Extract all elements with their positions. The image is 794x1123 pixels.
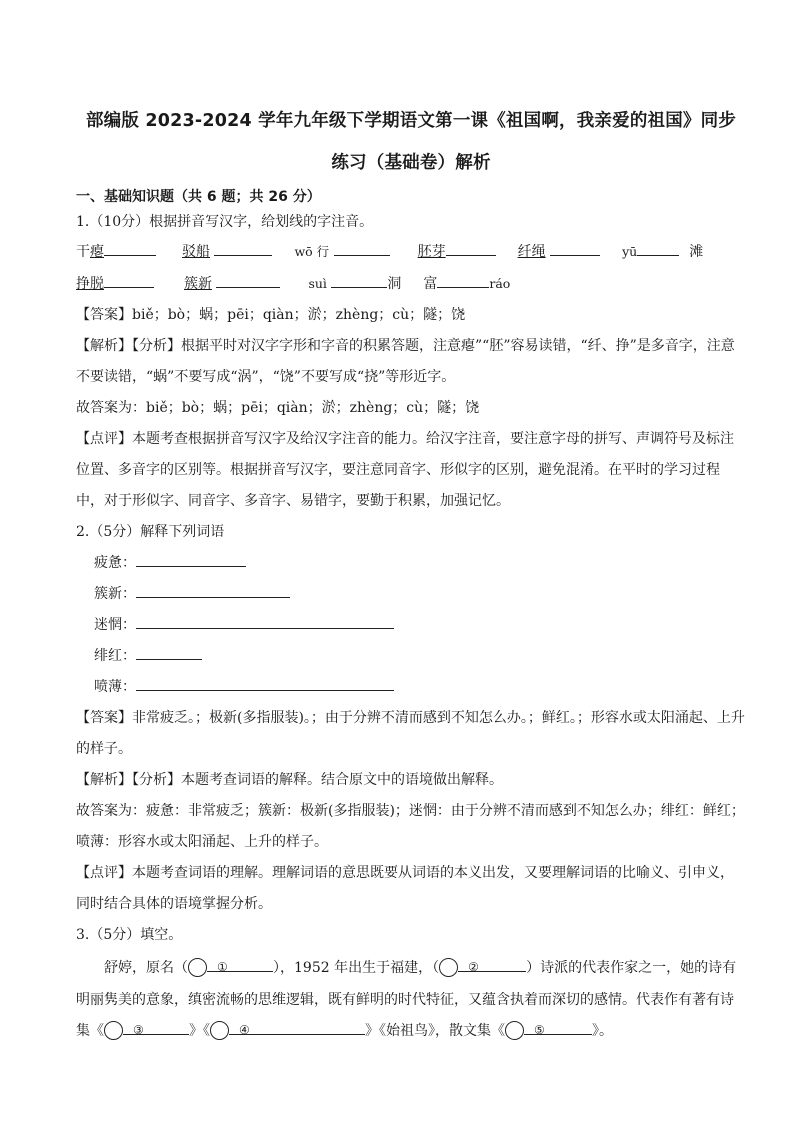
document-title [76, 100, 746, 184]
blank-4-marker: ④ [210, 1021, 229, 1040]
q2-term-list [76, 548, 746, 703]
q2-answer: 【答案】非常疲乏。；极新(多指服装)。；由于分辨不清而感到不知怎么办。；鲜红。；形容水或太阳涌起、上升的样子。 [76, 710, 745, 757]
section-heading: 一、基础知识题（共 6 题；共 26 分） [76, 189, 321, 205]
q1-conclusion: 故答案为：biě；bò；蜗；pēi；qiàn；淤；zhèng；cù；隧；饶 [76, 400, 480, 416]
q2-term-2: 簇新： [94, 579, 746, 610]
q2-analysis: 【解析】【分析】本题考查词语的解释。结合原文中的语境做出解释。 [76, 772, 503, 788]
blank-5-marker: ⑤ [505, 1021, 524, 1040]
q1-item-6: yū [622, 236, 679, 268]
blank-1-marker: ① [188, 958, 207, 977]
blank-2-marker: ② [439, 958, 458, 977]
q1-item-4: 胚芽 [418, 237, 496, 268]
question-1-row-2 [76, 268, 746, 300]
q2-conclusion: 故答案为：疲惫：非常疲乏；簇新：极新(多指服装)；迷惘：由于分辨不清而感到不知怎么办；绯红：鲜红；喷薄：形容水或太阳涌起、上升的样子。 [76, 803, 745, 850]
q1-item-2: 驳船 [182, 237, 272, 268]
q1-item-3: wō 行 [294, 236, 389, 268]
q1-item-1: 干瘪 [76, 237, 156, 268]
blank-3-marker: ③ [104, 1021, 123, 1040]
q2-term-3: 迷惘： [94, 610, 746, 641]
title-line-1: 部编版 2023-2024 学年九年级下学期语文第一课《祖国啊，我亲爱的祖国》同步 [85, 111, 737, 131]
question-1-row-1 [76, 236, 746, 268]
question-1-stem: 1.（10分）根据拼音写汉字，给划线的字注音。 [76, 214, 374, 230]
q2-comment: 【点评】本题考查词语的理解。理解词语的意思既要从词语的本义出发，又要理解词语的比喻义、引申义，同时结合具体的语境掌握分析。 [76, 865, 734, 912]
q1-item-7: 挣脱 [76, 269, 154, 300]
question-3-stem: 3.（5分）填空。 [76, 927, 183, 943]
q2-term-4: 绯红： [94, 641, 746, 672]
q1-item-5: 纤绳 [518, 237, 600, 268]
q1-answer: 【答案】biě；bò；蜗；pēi；qiàn；淤；zhèng；cù；隧；饶 [76, 307, 466, 323]
q1-item-8: 簇新 [184, 269, 280, 300]
q1-item-6-tail: 滩 [689, 244, 704, 260]
q1-analysis: 【解析】【分析】根据平时对汉字字形和字音的积累答题，注意瘪”“胚”容易读错，“纤、挣”是多音字，注意不要读错，“蜗”不要写成“涡”，“饶”不要写成“挠”等形近字。 [76, 338, 735, 385]
q2-term-5: 喷薄： [94, 672, 746, 703]
q1-item-9: suì 洞 [308, 268, 401, 300]
q1-item-10: 富 ráo [423, 268, 510, 300]
q2-term-1: 疲惫： [94, 548, 746, 579]
question-2-stem: 2.（5分）解释下列词语 [76, 524, 225, 540]
q1-comment: 【点评】本题考查根据拼音写汉字及给汉字注音的能力。给汉字注音，要注意字母的拼写、声调符号及标注位置、多音字的区别等。根据拼音写汉字，要注意同音字、形似字的区别，避免混淆。在平时的学习过程中，对于形似字、同音字、多音字、易错字，要勤于积累，加强记忆。 [76, 431, 734, 509]
title-line-2: 练习（基础卷）解析 [331, 153, 491, 173]
q3-fill-paragraph: 舒婷，原名（ ① ），1952 年出生于福建，（ ② ）诗派的代表作家之一，她的诗有明丽隽美的意象，缜密流畅的思维逻辑，既有鲜明的时代特征，又蕴含执着而深切的感情。代表作有著有诗集《 ③ 》《 ④ 》《始祖鸟》，散文集《 ⑤ 》。 [76, 953, 746, 1048]
